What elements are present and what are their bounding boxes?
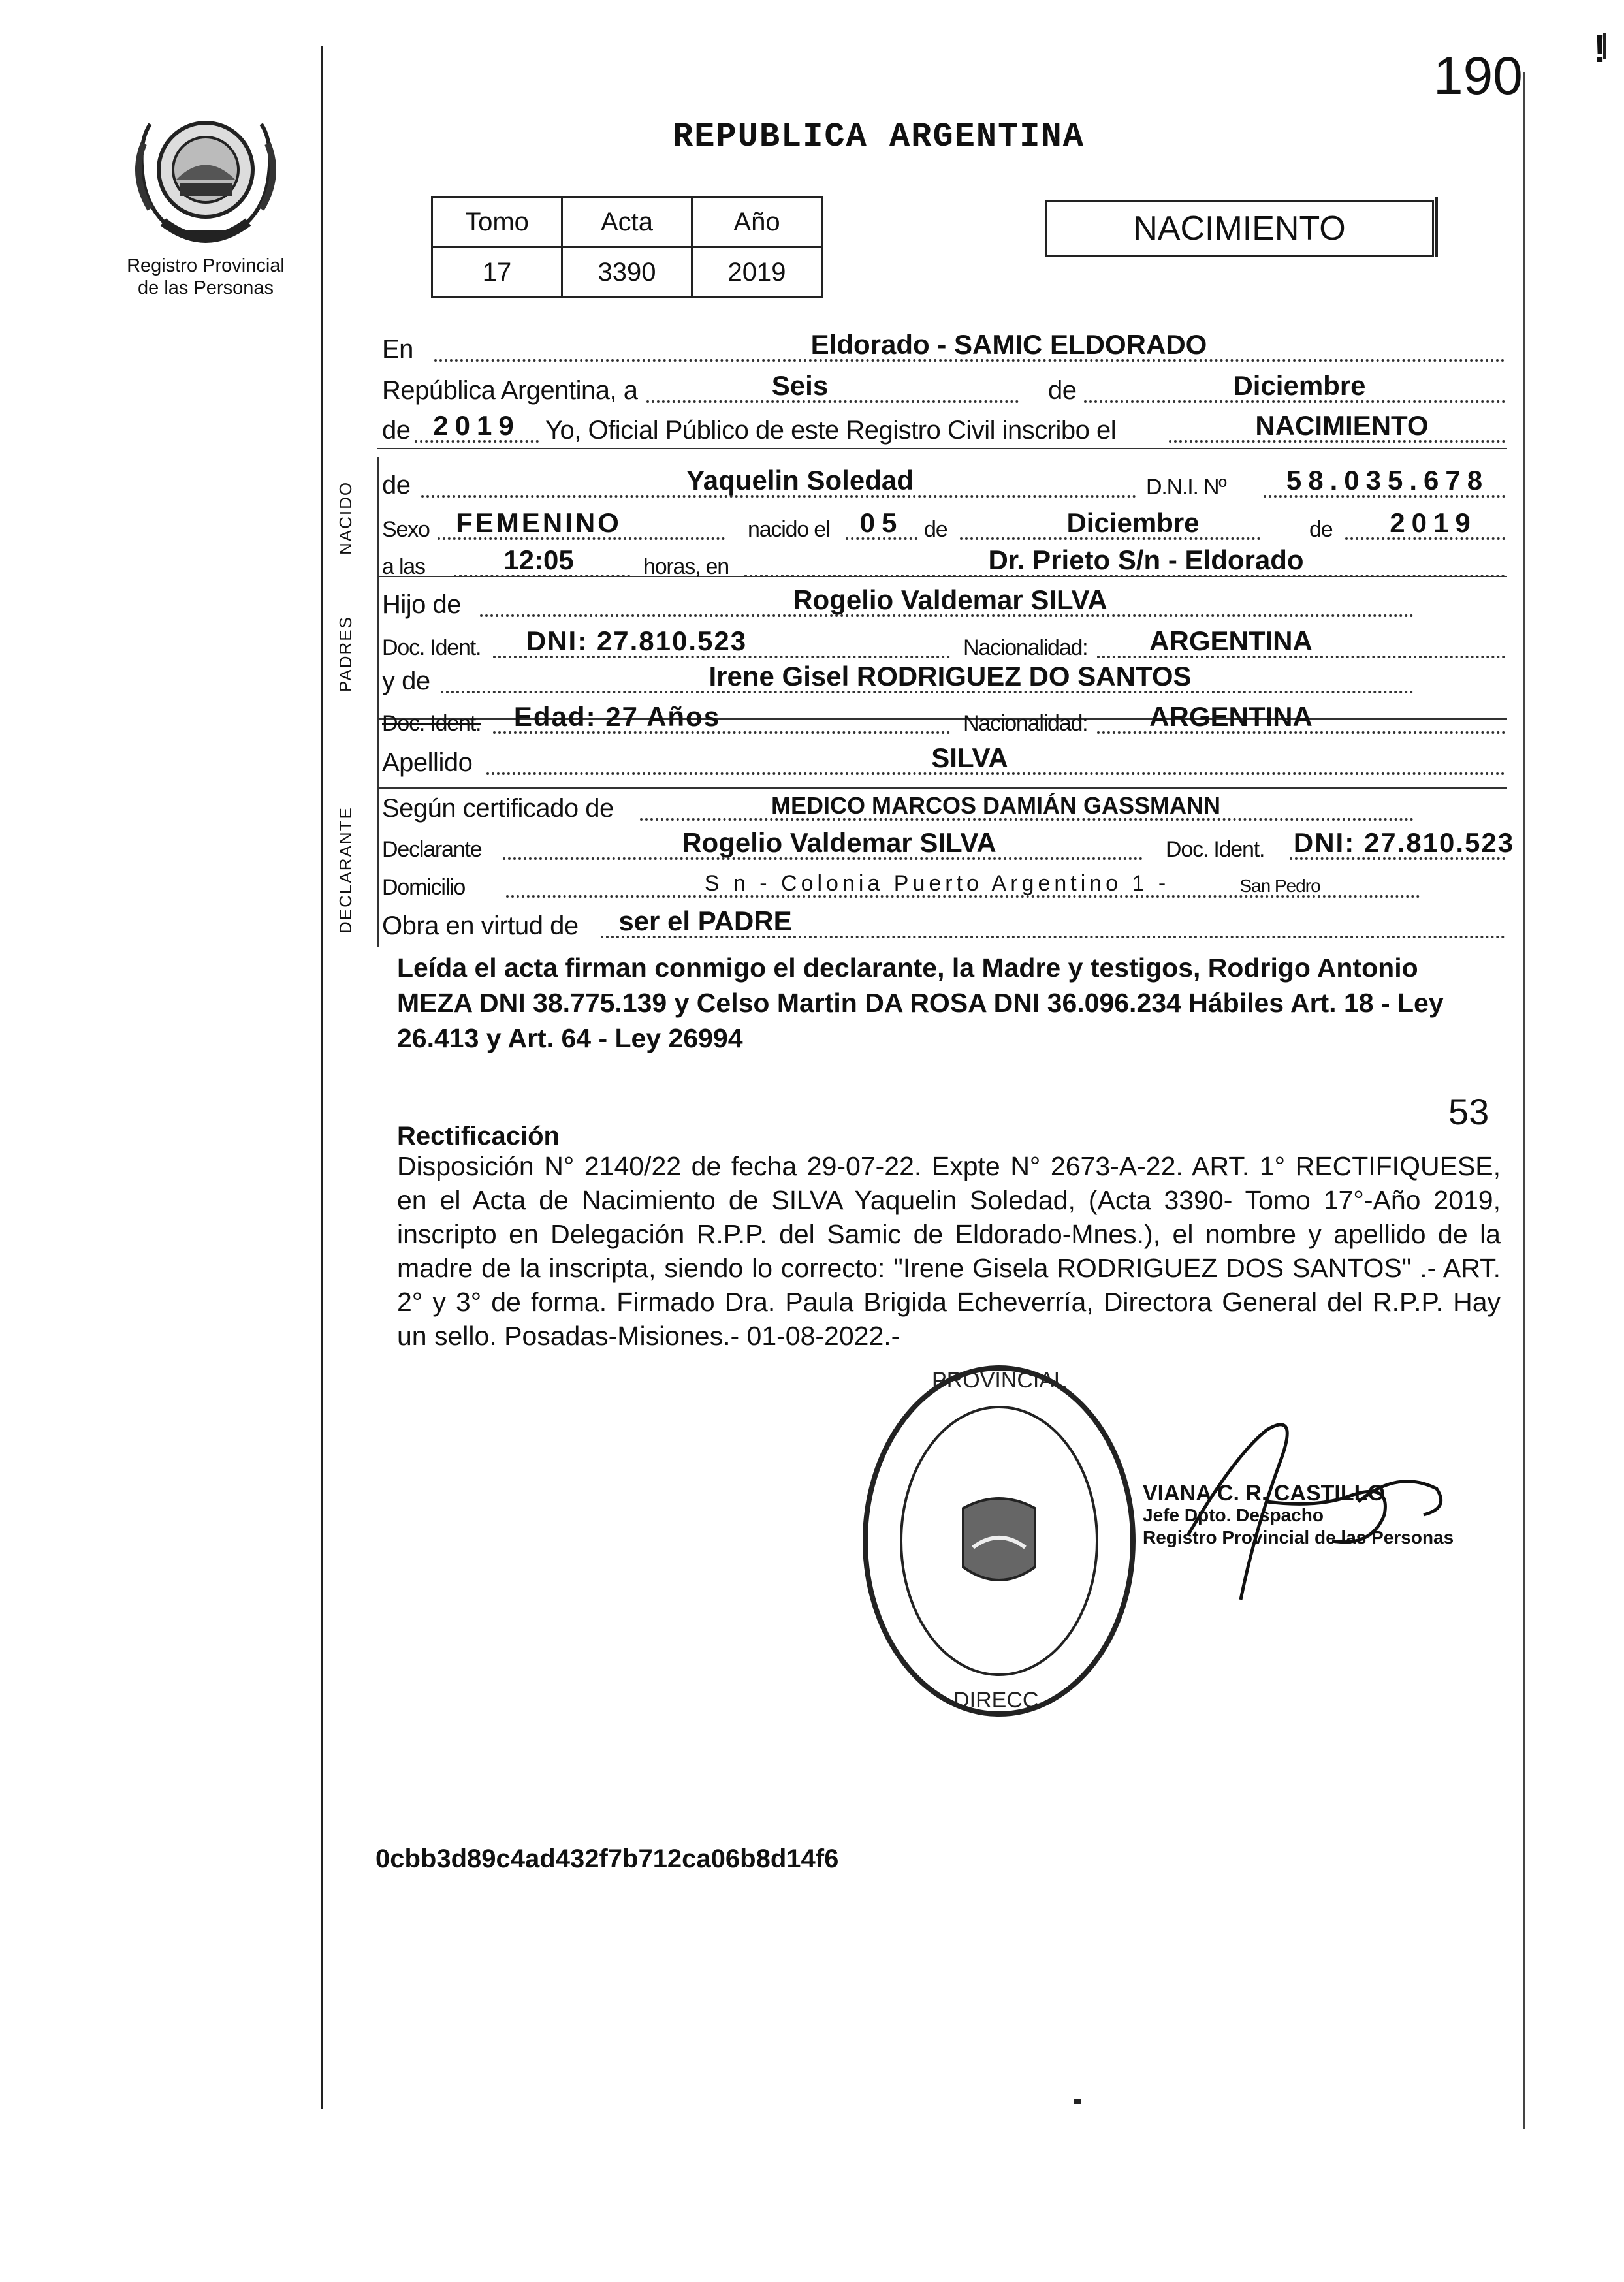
official-stamp-icon <box>855 1358 1143 1724</box>
closing-paragraph: Leída el acta firman conmigo el declarante, la Madre y testigos, Rodrigo Antonio MEZA DNI 38.775.139 y Celso Martin DA ROSA DNI 36.096.234 Hábiles Art. 18 - Ley 26.413 y Art. 64 - Ley 26994 <box>397 953 1444 1053</box>
segun-label: Según certificado de <box>382 794 614 823</box>
side-label-parents: PADRES <box>336 616 355 692</box>
dni-label: D.N.I. Nº <box>1146 475 1226 499</box>
sexo-label: Sexo <box>382 517 430 542</box>
de-label: de <box>1309 517 1333 542</box>
de-label: de <box>382 471 411 499</box>
side-label-declarant: DECLARANTE <box>336 806 355 934</box>
rectification-body: Disposición N° 2140/22 de fecha 29-07-22. Expte N° 2673-A-22. ART. 1° RECTIFIQUESE, en el Acta de Nacimiento de SILVA Yaquelin Soledad, (Acta 3390- Tomo 17°-Año 2019, inscripto en Delegación R.P.P. del Samic de Eldorado-Mnes.), el nombre y apellido de la madre de la inscripta, siendo lo correcto: "Irene Gisela RODRIGUEZ DOS SANTOS" .- ART. 2° y 3° de forma. Firmado Dra. Paula Brigida Echeverría, Directora General del R.P.P. Hay un sello. Posadas-Misiones.- 01-08-2022.- <box>397 1151 1501 1351</box>
father-doc-value: DNI: 27.810.523 <box>526 626 748 656</box>
form-row-address <box>382 870 1505 903</box>
apellido-label: Apellido <box>382 748 473 777</box>
registry-office-value: Eldorado - SAMIC ELDORADO <box>810 329 1207 360</box>
form-row-date <box>382 370 1505 408</box>
record-table-cell: 17 <box>432 247 562 298</box>
signer-name: VIANA C. R. CASTILLO <box>1143 1481 1385 1506</box>
section-divider <box>377 448 1507 449</box>
form-row-birth <box>382 507 1505 545</box>
birth-place-value: Dr. Prieto S/n - Eldorado <box>988 545 1304 575</box>
svg-text:DIRECC.: DIRECC. <box>953 1688 1045 1713</box>
nacido-label: nacido el <box>748 517 830 542</box>
form-row-mother-doc <box>382 701 1505 739</box>
mother-name-value: Irene Gisel RODRIGUEZ DO SANTOS <box>709 661 1192 691</box>
inscription-text: Yo, Oficial Público de este Registro Civil inscribo el <box>545 416 1117 445</box>
domicilio-label: Domicilio <box>382 875 466 900</box>
birth-year-value: 2019 <box>1390 507 1477 538</box>
doc-ident-label: Doc. Ident. <box>1166 837 1265 862</box>
rectification-title: Rectificación <box>397 1122 560 1150</box>
de-label: de <box>924 517 947 542</box>
horas-label: horas, en <box>643 554 729 579</box>
form-row-name <box>382 465 1505 503</box>
document-hash: 0cbb3d89c4ad432f7b712ca06b8d14f6 <box>375 1845 839 1873</box>
mother-doc-value: Edad: 27 Años <box>513 701 721 732</box>
birth-time-value: 12:05 <box>503 545 574 575</box>
signer-office: Registro Provincial de las Personas <box>1143 1527 1454 1547</box>
form-row-place <box>382 329 1505 367</box>
form-row-surname <box>382 742 1505 780</box>
doc-ident-label-struck: Doc. Ident. <box>382 711 481 736</box>
rectification-number: 53 <box>1448 1091 1489 1132</box>
form-row-capacity <box>382 906 1505 943</box>
form-row-mother <box>382 661 1505 699</box>
father-nationality-value: ARGENTINA <box>1149 626 1313 656</box>
page-number: 190 <box>1433 46 1523 106</box>
form-row-certificate <box>382 793 1505 826</box>
declarant-name-value: Rogelio Valdemar SILVA <box>682 827 996 858</box>
year-value: 2019 <box>433 410 520 441</box>
form-left-rule <box>377 457 379 947</box>
hijo-label: Hijo de <box>382 590 462 619</box>
child-dni-value: 58.035.678 <box>1286 465 1489 496</box>
republica-label: República Argentina, a <box>382 376 638 405</box>
en-label: En <box>382 335 413 364</box>
section-divider <box>377 787 1507 789</box>
declarante-label: Declarante <box>382 837 482 862</box>
registry-caption-line2: de las Personas <box>138 277 274 298</box>
address-value: S n - Colonia Puerto Argentino 1 - <box>704 871 1170 896</box>
certificate-value: MEDICO MARCOS DAMIÁN GASSMANN <box>771 792 1220 819</box>
y-de-label: y de <box>382 667 430 695</box>
record-table-header: Acta <box>562 197 692 247</box>
signer-stamp <box>1143 1482 1454 1549</box>
scan-speck <box>1074 2099 1081 2104</box>
address-suffix-value: San Pedro <box>1239 876 1320 896</box>
surname-value: SILVA <box>931 742 1008 773</box>
record-type-box: NACIMIENTO <box>1045 200 1434 257</box>
act-type-value: NACIMIENTO <box>1255 410 1429 441</box>
birth-month-value: Diciembre <box>1066 507 1200 538</box>
mother-nationality-value: ARGENTINA <box>1149 701 1313 732</box>
de-label: de <box>1048 376 1077 405</box>
left-margin-line <box>321 46 323 2109</box>
de-label: de <box>382 416 411 445</box>
child-name-value: Yaquelin Soledad <box>686 465 914 496</box>
capacity-value: ser el PADRE <box>618 906 792 936</box>
father-name-value: Rogelio Valdemar SILVA <box>793 584 1107 615</box>
side-label-born: NACIDO <box>336 481 355 555</box>
nacionalidad-label: Nacionalidad: <box>963 711 1088 736</box>
form-row-declarant <box>382 827 1515 865</box>
registry-caption-line1: Registro Provincial <box>127 255 285 276</box>
country-title: REPUBLICA ARGENTINA <box>673 118 1085 156</box>
record-table <box>431 196 823 298</box>
nacionalidad-label: Nacionalidad: <box>963 635 1088 660</box>
right-margin-line <box>1523 72 1525 2129</box>
edge-mark: ! <box>1593 27 1606 71</box>
declarant-doc-value: DNI: 27.810.523 <box>1293 827 1515 858</box>
form-row-father-doc <box>382 626 1505 663</box>
record-table-cell: 3390 <box>562 247 692 298</box>
provincial-seal-icon <box>124 104 287 255</box>
signer-title: Jefe Dpto. Despacho <box>1143 1505 1324 1525</box>
obra-label: Obra en virtud de <box>382 911 579 940</box>
form-row-act <box>382 410 1505 448</box>
a-las-label: a las <box>382 554 425 579</box>
form-row-father <box>382 584 1505 622</box>
record-table-cell: 2019 <box>692 247 822 298</box>
birth-day-value: 05 <box>859 507 904 538</box>
sex-value: FEMENINO <box>456 507 622 538</box>
record-table-header: Año <box>692 197 822 247</box>
form-row-time <box>382 545 1505 582</box>
month-value: Diciembre <box>1233 370 1366 401</box>
svg-text:PROVINCIAL: PROVINCIAL <box>932 1368 1066 1393</box>
record-table-header: Tomo <box>432 197 562 247</box>
day-value: Seis <box>771 370 829 401</box>
registry-caption <box>104 255 307 299</box>
doc-ident-label: Doc. Ident. <box>382 635 481 660</box>
